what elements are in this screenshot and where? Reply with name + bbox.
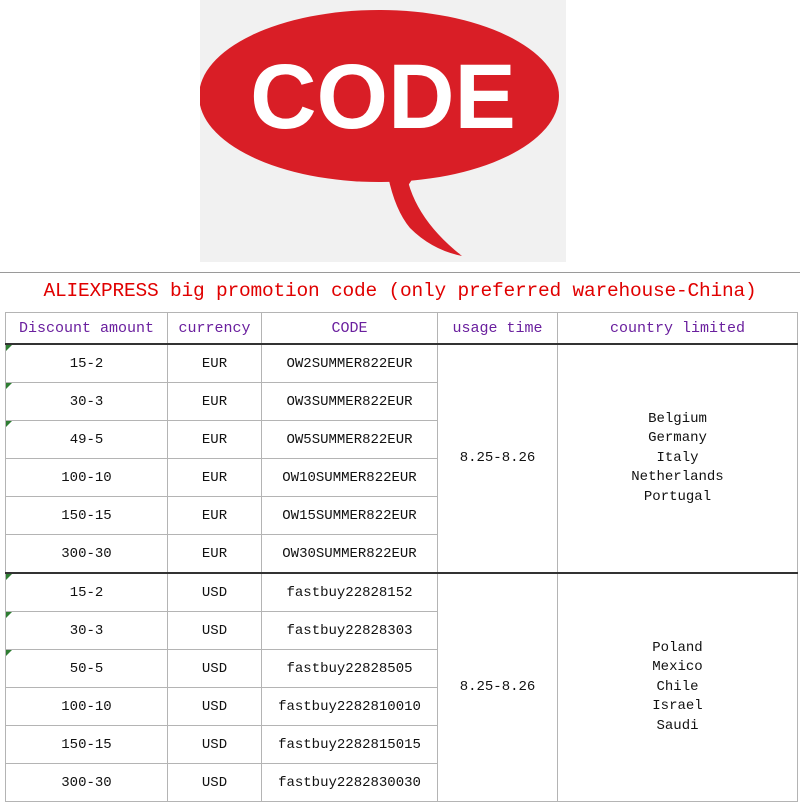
- currency-cell: EUR: [168, 459, 262, 497]
- amount-cell: 50-5: [6, 650, 168, 688]
- currency-cell: USD: [168, 764, 262, 802]
- country-name: Chile: [656, 678, 699, 695]
- currency-cell: USD: [168, 573, 262, 612]
- table-row: [6, 344, 798, 383]
- code-cell: fastbuy2282830030: [262, 764, 438, 802]
- amount-cell: 300-30: [6, 764, 168, 802]
- usage-time-cell: 8.25-8.26: [438, 573, 558, 802]
- amount-cell: 100-10: [6, 459, 168, 497]
- header-usage-time: usage time: [438, 313, 558, 345]
- table-row: [6, 573, 798, 612]
- country-name: Belgium: [648, 410, 707, 427]
- currency-cell: EUR: [168, 497, 262, 535]
- bubble-code-text: CODE: [250, 46, 516, 148]
- amount-cell: 15-2: [6, 573, 168, 612]
- currency-cell: EUR: [168, 535, 262, 574]
- country-name: Saudi: [656, 717, 699, 734]
- code-cell: OW15SUMMER822EUR: [262, 497, 438, 535]
- currency-cell: USD: [168, 688, 262, 726]
- promo-code-table: [5, 312, 798, 802]
- country-name: Poland: [652, 639, 703, 656]
- usage-time-cell: 8.25-8.26: [438, 344, 558, 573]
- code-cell: fastbuy22828303: [262, 612, 438, 650]
- code-cell: OW10SUMMER822EUR: [262, 459, 438, 497]
- header-discount-amount: Discount amount: [6, 313, 168, 345]
- amount-cell: 30-3: [6, 612, 168, 650]
- code-cell: OW5SUMMER822EUR: [262, 421, 438, 459]
- amount-cell: 150-15: [6, 726, 168, 764]
- code-cell: fastbuy2282815015: [262, 726, 438, 764]
- amount-cell: 300-30: [6, 535, 168, 574]
- code-cell: OW2SUMMER822EUR: [262, 344, 438, 383]
- country-name: Portugal: [643, 488, 712, 505]
- cell-marker-icon: [6, 650, 12, 656]
- country-name: Mexico: [652, 659, 703, 676]
- country-name: Germany: [648, 430, 707, 447]
- currency-cell: EUR: [168, 421, 262, 459]
- cell-marker-icon: [6, 345, 12, 351]
- cell-marker-icon: [6, 421, 12, 427]
- header-currency: currency: [168, 313, 262, 345]
- amount-cell: 100-10: [6, 688, 168, 726]
- header-code: CODE: [262, 313, 438, 345]
- header-country-limited: country limited: [558, 313, 798, 345]
- amount-cell: 30-3: [6, 383, 168, 421]
- table-header-row: [6, 313, 798, 345]
- currency-cell: USD: [168, 650, 262, 688]
- country-name: Israel: [652, 698, 703, 715]
- country-cell: [558, 344, 798, 573]
- country-name: Italy: [656, 449, 699, 466]
- country-cell: [558, 573, 798, 802]
- sheet-top-border: [0, 272, 800, 273]
- code-cell: fastbuy22828152: [262, 573, 438, 612]
- code-cell: fastbuy22828505: [262, 650, 438, 688]
- code-cell: fastbuy2282810010: [262, 688, 438, 726]
- amount-cell: 150-15: [6, 497, 168, 535]
- speech-bubble-icon: [200, 0, 566, 262]
- amount-cell: 15-2: [6, 344, 168, 383]
- code-cell: OW3SUMMER822EUR: [262, 383, 438, 421]
- code-banner: [200, 0, 566, 262]
- promo-title: ALIEXPRESS big promotion code (only preferred warehouse-China): [43, 280, 757, 302]
- currency-cell: EUR: [168, 383, 262, 421]
- currency-cell: EUR: [168, 344, 262, 383]
- cell-marker-icon: [6, 612, 12, 618]
- cell-marker-icon: [6, 574, 12, 580]
- promo-sheet: [0, 272, 800, 800]
- country-name: Netherlands: [631, 469, 724, 486]
- code-cell: OW30SUMMER822EUR: [262, 535, 438, 574]
- amount-cell: 49-5: [6, 421, 168, 459]
- currency-cell: USD: [168, 726, 262, 764]
- currency-cell: USD: [168, 612, 262, 650]
- cell-marker-icon: [6, 383, 12, 389]
